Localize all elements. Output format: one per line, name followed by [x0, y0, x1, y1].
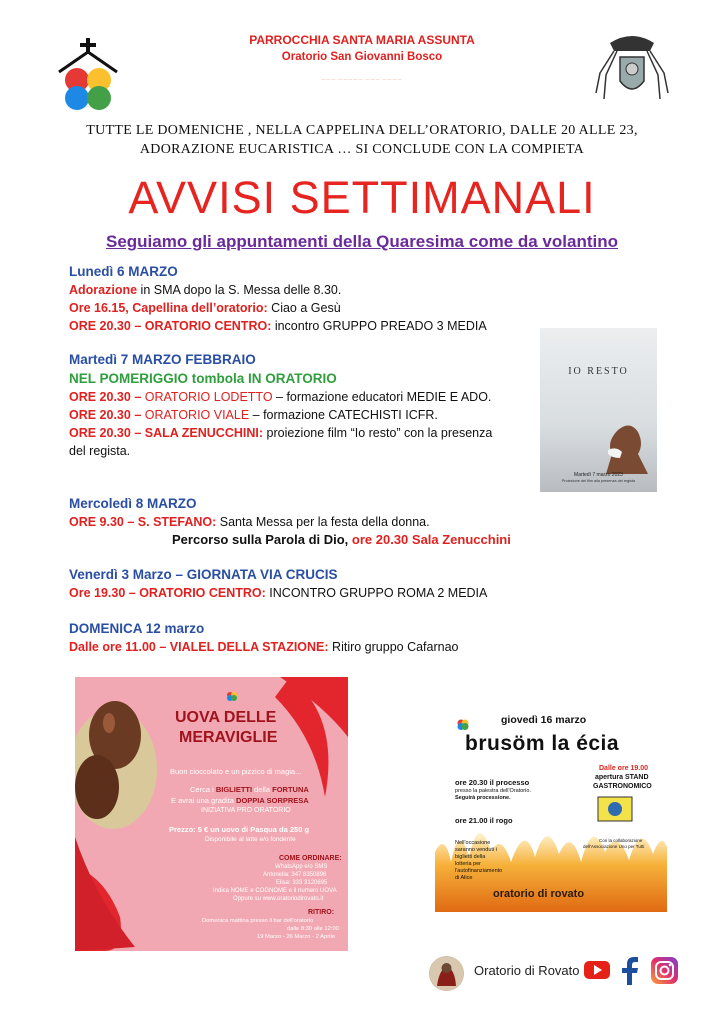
wednesday-l2-place: ore 20.30 Sala Zenucchini — [351, 532, 511, 547]
brusom-stand-3: GASTRONOMICO — [593, 783, 652, 790]
footer-avatar[interactable] — [429, 956, 464, 991]
sunday-heading: DOMENICA 12 marzo — [69, 621, 205, 636]
brusom-note-2: saranno venduti i — [455, 847, 497, 853]
uova-ritiro-2: dalle 8:30 alle 12:00 — [287, 926, 339, 932]
tuesday-l2-time: ORE 20.30 – — [69, 408, 145, 422]
youtube-icon[interactable] — [584, 960, 610, 980]
monday-line-1 — [69, 281, 341, 299]
uova-ritiro-1: Domenica mattina presso il bar dell'oratorio — [202, 918, 314, 924]
brusom-stand-1: Dalle ore 19.00 — [599, 765, 649, 772]
uova-line-1 — [190, 785, 309, 794]
page-title: AVVISI SETTIMANALI — [128, 172, 596, 223]
uova-line-2 — [171, 796, 309, 805]
tuesday-l1-text: – formazione educatori MEDIE E ADO. — [272, 390, 492, 404]
page-subtitle: Seguiamo gli appuntamenti della Quaresima come da volantino — [105, 232, 618, 251]
parish-logo — [55, 38, 121, 110]
uova-l1-a: Cerca i — [190, 785, 216, 794]
brusom-footer: oratorio di rovato — [493, 888, 585, 900]
uova-flyer-logo-icon — [225, 687, 239, 701]
bishop-coat-of-arms — [590, 33, 674, 107]
tuesday-l1-place: ORATORIO LODETTO — [144, 390, 273, 404]
movie-poster-caption-1: Martedì 7 marzo 2023 — [574, 472, 623, 478]
friday-l1-label: Ore 19.30 – ORATORIO CENTRO: — [69, 586, 266, 600]
wednesday-line-2 — [172, 531, 511, 549]
footer-name[interactable]: Oratorio di Rovato — [474, 963, 580, 978]
tuesday-heading: Martedì 7 MARZO FEBBRAIO — [69, 352, 256, 367]
uova-order-4: Indica NOME e COGNOME e il numero UOVA — [213, 888, 337, 894]
uova-flyer — [75, 677, 348, 951]
parish-name: PARROCCHIA SANTA MARIA ASSUNTA — [249, 33, 475, 47]
uova-order-2: Antonella: 347 8350896 — [263, 872, 327, 878]
header-small-text: ——— ————— ——— ———— — [321, 76, 403, 81]
wednesday-line-1 — [69, 513, 430, 531]
monday-l3-text: incontro GRUPPO PREADO 3 MEDIA — [271, 319, 487, 333]
brusom-note-5: l'autofinanziamento — [455, 868, 503, 874]
movie-poster-caption-2: Proiezione del film alla presenza del regista — [561, 479, 636, 483]
uova-order-1: WhatsApp e/o SMS — [275, 864, 328, 870]
brusom-stand-2: apertura STAND — [595, 774, 649, 781]
uova-line-3: INIZIATIVA PRO ORATORIO — [201, 807, 291, 814]
brusom-p4: ore 21.00 il rogo — [455, 816, 513, 825]
monday-l3-label: ORE 20.30 – ORATORIO CENTRO: — [69, 319, 272, 333]
uova-l2-b: DOPPIA SORPRESA — [236, 796, 309, 805]
monday-line-2 — [69, 299, 341, 317]
movie-poster-title: IO RESTO — [568, 366, 629, 377]
movie-poster — [540, 328, 657, 492]
monday-l2-text: Ciao a Gesù — [267, 301, 341, 315]
tuesday-line-4: del regista. — [69, 444, 131, 458]
friday-line-1 — [69, 584, 487, 602]
intro-line-1: TUTTE LE DOMENICHE , NELLA CAPPELINA DELL’ORATORIO, DALLE 20 ALLE 23, — [86, 123, 638, 138]
friday-l1-text: INCONTRO GRUPPO ROMA 2 MEDIA — [265, 586, 488, 600]
uova-title-1: UOVA DELLE — [175, 709, 277, 726]
brusom-sponsor-logo — [597, 796, 633, 822]
brusom-note-3: biglietti della — [455, 854, 486, 860]
uova-l1-b: BIGLIETTI — [215, 785, 253, 794]
tuesday-l2-place: ORATORIO VIALE — [144, 408, 250, 422]
uova-l1-d: FORTUNA — [272, 785, 309, 794]
tuesday-l1-time: ORE 20.30 – — [69, 390, 145, 404]
monday-l1-text: in SMA dopo la S. Messa delle 8.30. — [137, 283, 342, 297]
uova-title-2: MERAVIGLIE — [179, 729, 278, 746]
brusom-date: giovedì 16 marzo — [501, 714, 587, 726]
uova-order-3: Elisa: 333 3120695 — [276, 880, 328, 886]
brusom-collab-1: Con la collaborazione — [599, 838, 643, 843]
uova-ritiro-title: RITIRO: — [308, 909, 335, 916]
monday-heading: Lunedì 6 MARZO — [69, 264, 178, 279]
uova-availability: Disponibile al latte e/o fondente — [205, 836, 296, 843]
sunday-line-1 — [69, 638, 459, 656]
brusom-note-6: di Alice — [455, 875, 473, 881]
brusom-title: brusöm la écia — [465, 732, 620, 755]
wednesday-l2-text: Percorso sulla Parola di Dio, — [172, 532, 352, 547]
oratorio-name: Oratorio San Giovanni Bosco — [281, 51, 443, 63]
sunday-l1-text: Ritiro gruppo Cafarnao — [328, 640, 459, 654]
tuesday-line-1 — [69, 388, 491, 406]
uova-order-title: COME ORDINARE: — [279, 855, 342, 862]
monday-l2-label: Ore 16.15, Capellina dell’oratorio: — [69, 301, 268, 315]
facebook-icon[interactable] — [617, 957, 643, 985]
brusom-p1: ore 20.30 il processo — [455, 778, 530, 787]
brusom-note-4: lotteria per — [455, 861, 481, 867]
tuesday-line-2 — [69, 406, 438, 424]
sunday-l1-label: Dalle ore 11.00 – VIALEL DELLA STAZIONE: — [69, 640, 329, 654]
uova-l2-a: E avrai una gradita — [171, 796, 237, 805]
brusom-collab-2: dell'Associazione Uno per Tutti — [583, 844, 645, 849]
uova-ritiro-3: 19 Marzo - 26 Marzo - 2 Aprile — [257, 934, 335, 940]
movie-poster-figure — [598, 420, 650, 474]
uova-tagline: Buon cioccolato e un pizzico di magia... — [170, 767, 302, 776]
brusom-p2: presso la palestra dell'Oratorio. — [455, 788, 531, 794]
intro-line-2: ADORAZIONE EUCARISTICA … SI CONCLUDE CON LA COMPIETA — [139, 142, 585, 157]
uova-price: Prezzo: 5 € un uovo di Pasqua da 250 g — [169, 825, 310, 834]
tuesday-line-3 — [69, 424, 492, 442]
instagram-icon[interactable] — [651, 957, 678, 984]
tuesday-sub: NEL POMERIGGIO tombola IN ORATORIO — [69, 371, 337, 386]
wednesday-l1-text: Santa Messa per la festa della donna. — [216, 515, 430, 529]
monday-l1-label: Adorazione — [69, 283, 138, 297]
wednesday-l1-label: ORE 9.30 – S. STEFANO: — [69, 515, 217, 529]
wednesday-heading: Mercoledì 8 MARZO — [69, 496, 197, 511]
brusom-flyer — [435, 702, 667, 912]
monday-line-3 — [69, 317, 487, 335]
uova-l1-c: della — [252, 785, 273, 794]
tuesday-l3-text: proiezione film “Io resto” con la presenza — [263, 426, 493, 440]
brusom-logo-icon — [455, 714, 471, 730]
brusom-note-1: Nell'occasione — [455, 840, 491, 846]
tuesday-l3-label: ORE 20.30 – SALA ZENUCCHINI: — [69, 426, 264, 440]
uova-order-5: Oppure su www.oratoriodirovato.it — [233, 896, 324, 902]
brusom-p3: Seguirà processione. — [455, 795, 511, 801]
tuesday-l2-text: – formazione CATECHISTI ICFR. — [249, 408, 438, 422]
friday-heading: Venerdì 3 Marzo – GIORNATA VIA CRUCIS — [69, 567, 338, 582]
